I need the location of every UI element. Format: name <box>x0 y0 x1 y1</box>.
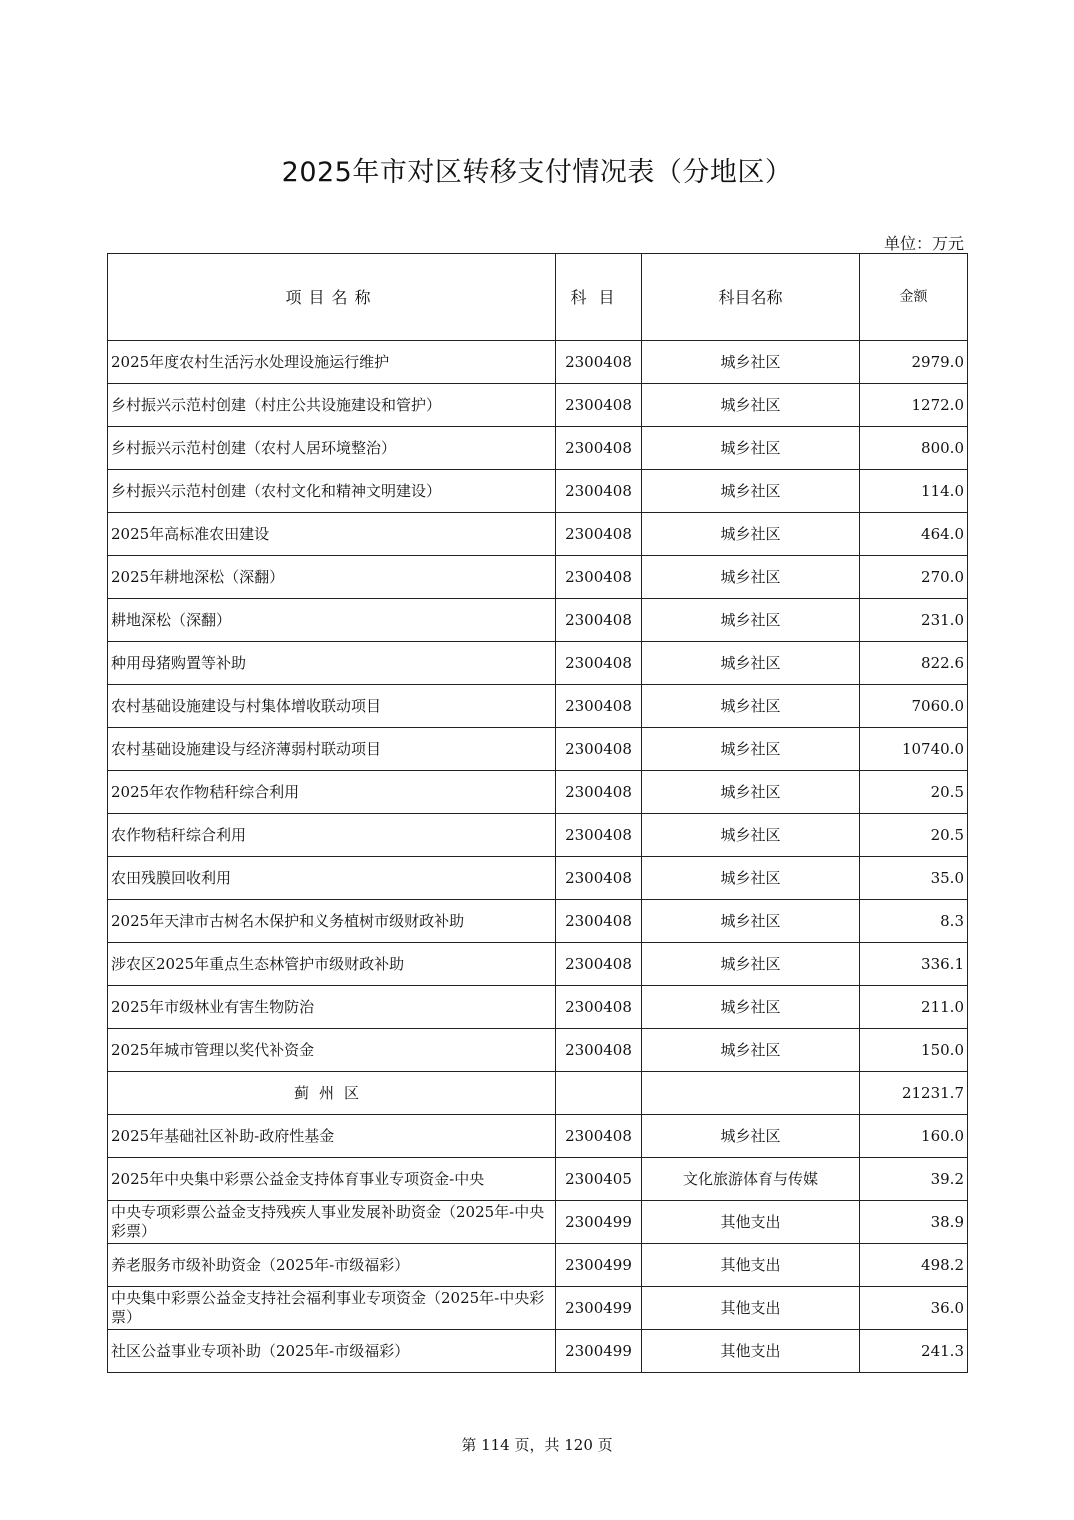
unit-label: 单位：万元 <box>883 234 964 253</box>
table-row <box>108 728 968 771</box>
amount-cell: 800.0 <box>860 427 968 470</box>
section-name-cell: 蓟州区 <box>108 1072 556 1115</box>
amount-cell: 114.0 <box>860 470 968 513</box>
table-row <box>108 642 968 685</box>
section-row <box>108 1072 968 1115</box>
table-row <box>108 556 968 599</box>
table-row <box>108 341 968 384</box>
category-cell <box>642 1072 860 1115</box>
page-footer: 第 114 页，共 120 页 <box>461 1436 613 1454</box>
code-cell: 2300408 <box>556 556 642 599</box>
category-cell: 其他支出 <box>642 1330 860 1373</box>
code-cell: 2300408 <box>556 427 642 470</box>
item-name-cell: 2025年天津市古树名木保护和义务植树市级财政补助 <box>108 900 556 943</box>
category-cell: 城乡社区 <box>642 341 860 384</box>
item-name-cell: 农村基础设施建设与村集体增收联动项目 <box>108 685 556 728</box>
amount-cell: 20.5 <box>860 814 968 857</box>
code-cell: 2300408 <box>556 341 642 384</box>
amount-cell: 8.3 <box>860 900 968 943</box>
table-row <box>108 427 968 470</box>
item-name-cell: 乡村振兴示范村创建（农村人居环境整治） <box>108 427 556 470</box>
table-row <box>108 986 968 1029</box>
table-row <box>108 1201 968 1244</box>
category-cell: 城乡社区 <box>642 599 860 642</box>
code-cell: 2300408 <box>556 685 642 728</box>
table-row <box>108 599 968 642</box>
category-cell: 城乡社区 <box>642 814 860 857</box>
table-row <box>108 943 968 986</box>
amount-cell: 270.0 <box>860 556 968 599</box>
code-cell: 2300408 <box>556 470 642 513</box>
item-name-cell: 耕地深松（深翻） <box>108 599 556 642</box>
code-cell: 2300408 <box>556 943 642 986</box>
code-cell: 2300499 <box>556 1330 642 1373</box>
code-cell: 2300408 <box>556 1115 642 1158</box>
table-header-row <box>108 254 968 341</box>
code-cell: 2300408 <box>556 986 642 1029</box>
table-row <box>108 470 968 513</box>
amount-cell: 10740.0 <box>860 728 968 771</box>
item-name-cell: 农作物秸秆综合利用 <box>108 814 556 857</box>
amount-cell: 21231.7 <box>860 1072 968 1115</box>
table-row <box>108 1115 968 1158</box>
item-name-cell: 农村基础设施建设与经济薄弱村联动项目 <box>108 728 556 771</box>
category-cell: 其他支出 <box>642 1244 860 1287</box>
item-name-cell: 2025年基础社区补助-政府性基金 <box>108 1115 556 1158</box>
amount-cell: 336.1 <box>860 943 968 986</box>
code-cell: 2300408 <box>556 900 642 943</box>
amount-cell: 160.0 <box>860 1115 968 1158</box>
amount-cell: 39.2 <box>860 1158 968 1201</box>
header-name: 项目名称 <box>108 254 556 341</box>
category-cell: 城乡社区 <box>642 384 860 427</box>
code-cell <box>556 1072 642 1115</box>
item-name-cell: 种用母猪购置等补助 <box>108 642 556 685</box>
item-name-cell: 2025年农作物秸秆综合利用 <box>108 771 556 814</box>
item-name-cell: 2025年耕地深松（深翻） <box>108 556 556 599</box>
category-cell: 城乡社区 <box>642 685 860 728</box>
code-cell: 2300408 <box>556 1029 642 1072</box>
table-row <box>108 1158 968 1201</box>
item-name-cell: 养老服务市级补助资金（2025年-市级福彩） <box>108 1244 556 1287</box>
category-cell: 城乡社区 <box>642 556 860 599</box>
amount-cell: 241.3 <box>860 1330 968 1373</box>
code-cell: 2300499 <box>556 1201 642 1244</box>
transfer-payment-table <box>107 253 968 1373</box>
amount-cell: 20.5 <box>860 771 968 814</box>
amount-cell: 498.2 <box>860 1244 968 1287</box>
code-cell: 2300408 <box>556 642 642 685</box>
header-amount: 金额 <box>860 254 968 341</box>
category-cell: 城乡社区 <box>642 771 860 814</box>
category-cell: 城乡社区 <box>642 427 860 470</box>
category-cell: 城乡社区 <box>642 470 860 513</box>
table-row <box>108 771 968 814</box>
amount-cell: 822.6 <box>860 642 968 685</box>
item-name-cell: 乡村振兴示范村创建（村庄公共设施建设和管护） <box>108 384 556 427</box>
code-cell: 2300499 <box>556 1244 642 1287</box>
item-name-cell: 乡村振兴示范村创建（农村文化和精神文明建设） <box>108 470 556 513</box>
category-cell: 其他支出 <box>642 1287 860 1330</box>
category-cell: 城乡社区 <box>642 986 860 1029</box>
amount-cell: 211.0 <box>860 986 968 1029</box>
code-cell: 2300408 <box>556 513 642 556</box>
table-row <box>108 857 968 900</box>
code-cell: 2300408 <box>556 728 642 771</box>
category-cell: 城乡社区 <box>642 900 860 943</box>
item-name-cell: 2025年中央集中彩票公益金支持体育事业专项资金-中央 <box>108 1158 556 1201</box>
table-row <box>108 1287 968 1330</box>
table-row <box>108 685 968 728</box>
amount-cell: 35.0 <box>860 857 968 900</box>
table-row <box>108 1330 968 1373</box>
amount-cell: 1272.0 <box>860 384 968 427</box>
item-name-cell: 2025年城市管理以奖代补资金 <box>108 1029 556 1072</box>
item-name-cell: 中央集中彩票公益金支持社会福利事业专项资金（2025年-中央彩票） <box>108 1287 556 1330</box>
table-row <box>108 814 968 857</box>
category-cell: 文化旅游体育与传媒 <box>642 1158 860 1201</box>
category-cell: 城乡社区 <box>642 1115 860 1158</box>
amount-cell: 231.0 <box>860 599 968 642</box>
code-cell: 2300408 <box>556 857 642 900</box>
table-body <box>108 341 968 1373</box>
header-code: 科目 <box>556 254 642 341</box>
table-row <box>108 384 968 427</box>
item-name-cell: 农田残膜回收利用 <box>108 857 556 900</box>
code-cell: 2300408 <box>556 814 642 857</box>
amount-cell: 7060.0 <box>860 685 968 728</box>
item-name-cell: 中央专项彩票公益金支持残疾人事业发展补助资金（2025年-中央彩票） <box>108 1201 556 1244</box>
amount-cell: 38.9 <box>860 1201 968 1244</box>
item-name-cell: 社区公益事业专项补助（2025年-市级福彩） <box>108 1330 556 1373</box>
code-cell: 2300405 <box>556 1158 642 1201</box>
header-category: 科目名称 <box>642 254 860 341</box>
category-cell: 城乡社区 <box>642 943 860 986</box>
table-row <box>108 513 968 556</box>
item-name-cell: 2025年度农村生活污水处理设施运行维护 <box>108 341 556 384</box>
amount-cell: 150.0 <box>860 1029 968 1072</box>
code-cell: 2300408 <box>556 599 642 642</box>
table-row <box>108 1244 968 1287</box>
code-cell: 2300408 <box>556 771 642 814</box>
code-cell: 2300408 <box>556 384 642 427</box>
item-name-cell: 涉农区2025年重点生态林管护市级财政补助 <box>108 943 556 986</box>
amount-cell: 36.0 <box>860 1287 968 1330</box>
category-cell: 其他支出 <box>642 1201 860 1244</box>
item-name-cell: 2025年市级林业有害生物防治 <box>108 986 556 1029</box>
item-name-cell: 2025年高标准农田建设 <box>108 513 556 556</box>
table-row <box>108 1029 968 1072</box>
category-cell: 城乡社区 <box>642 728 860 771</box>
category-cell: 城乡社区 <box>642 513 860 556</box>
page-title: 2025年市对区转移支付情况表（分地区） <box>281 157 793 188</box>
table-row <box>108 900 968 943</box>
amount-cell: 2979.0 <box>860 341 968 384</box>
code-cell: 2300499 <box>556 1287 642 1330</box>
category-cell: 城乡社区 <box>642 857 860 900</box>
amount-cell: 464.0 <box>860 513 968 556</box>
category-cell: 城乡社区 <box>642 642 860 685</box>
category-cell: 城乡社区 <box>642 1029 860 1072</box>
